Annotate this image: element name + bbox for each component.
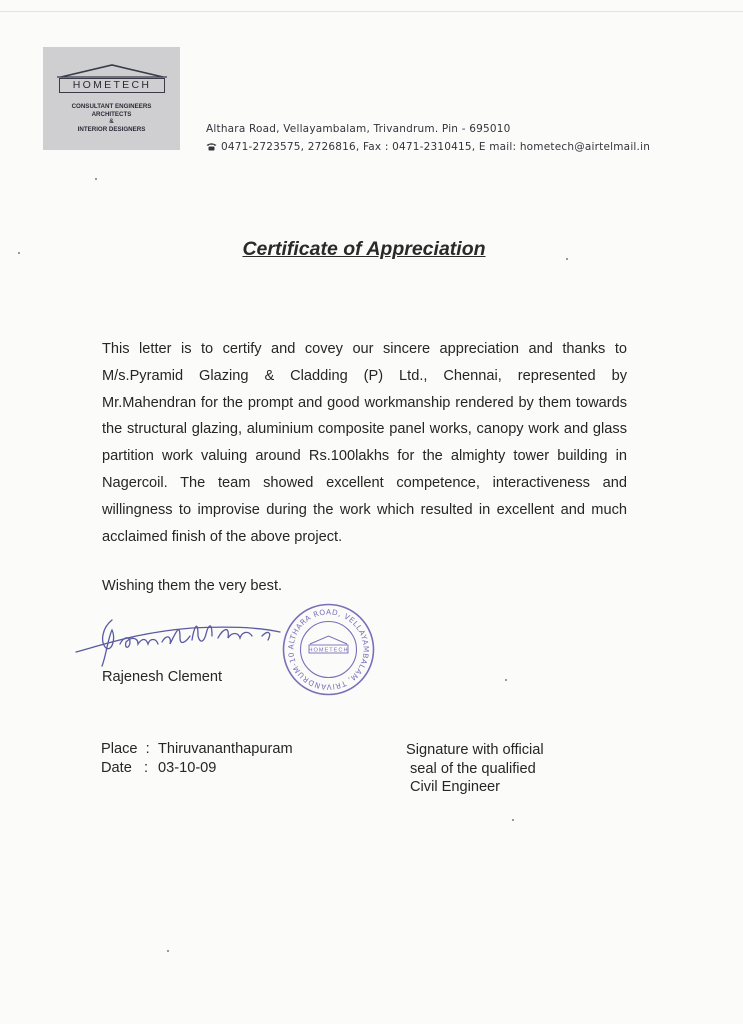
certificate-title: Certificate of Appreciation	[242, 238, 486, 260]
place-value: Thiruvananthapuram	[158, 741, 293, 757]
signer-name: Rajenesh Clement	[102, 669, 223, 685]
certificate-body: This letter is to certify and covey our sincere appreciation and thanks to M/s.Pyramid Glazing & Cladding (P) Ltd., Chennai, represented by Mr.Mahendran for the prompt and good workmanship rendered by them towards the structural glazing, aluminium composite panel works, canopy work and glass partition work valuing around Rs.100lakhs for the almighty tower building in Nagercoil. The team showed excellent competence, interactiveness and willingness to improvise during the work which resulted in excellent and much acclaimed finish of the above project.	[102, 341, 627, 545]
service-line: INTERIOR DESIGNERS	[77, 125, 146, 133]
place-label: Place :	[101, 741, 150, 757]
seal-ring-text: ALTHARA ROAD, VELLAYAMBALAM, TRIVANDRUM-10	[286, 607, 371, 692]
scan-speck	[95, 178, 97, 180]
service-line: &	[109, 118, 114, 126]
company-logo	[43, 47, 180, 150]
signature-note-line: Civil Engineer	[410, 779, 501, 795]
scan-speck	[167, 950, 169, 952]
logo-company-name: HOMETECH	[59, 78, 165, 93]
signature-note-line: seal of the qualified	[410, 760, 536, 777]
roof-icon	[57, 62, 167, 78]
scan-speck	[505, 679, 507, 681]
service-line: CONSULTANT ENGINEERS	[71, 103, 152, 110]
letterhead-address: Althara Road, Vellayambalam, Trivandrum. Pin - 695010	[206, 123, 511, 135]
page-top-edge	[0, 11, 743, 12]
scan-speck	[566, 258, 568, 260]
closing-line: Wishing them the very best.	[102, 578, 283, 594]
signature-note	[406, 741, 544, 797]
handwritten-signature	[72, 608, 292, 678]
official-seal	[281, 602, 376, 697]
date-label: Date :	[101, 760, 149, 776]
service-line: ARCHITECTS	[91, 110, 132, 118]
date-value: 03-10-09	[158, 760, 217, 776]
signature-note-line: Signature with official	[406, 742, 544, 758]
letterhead-contact	[206, 141, 650, 153]
telephone-icon	[206, 142, 217, 151]
seal-center-text: HOMETECH	[308, 647, 349, 654]
scan-speck	[18, 252, 20, 254]
contact-text: 0471-2723575, 2726816, Fax : 0471-2310415, E mail: hometech@airtelmail.in	[221, 141, 651, 153]
scan-speck	[512, 819, 514, 821]
logo-services	[47, 103, 176, 133]
